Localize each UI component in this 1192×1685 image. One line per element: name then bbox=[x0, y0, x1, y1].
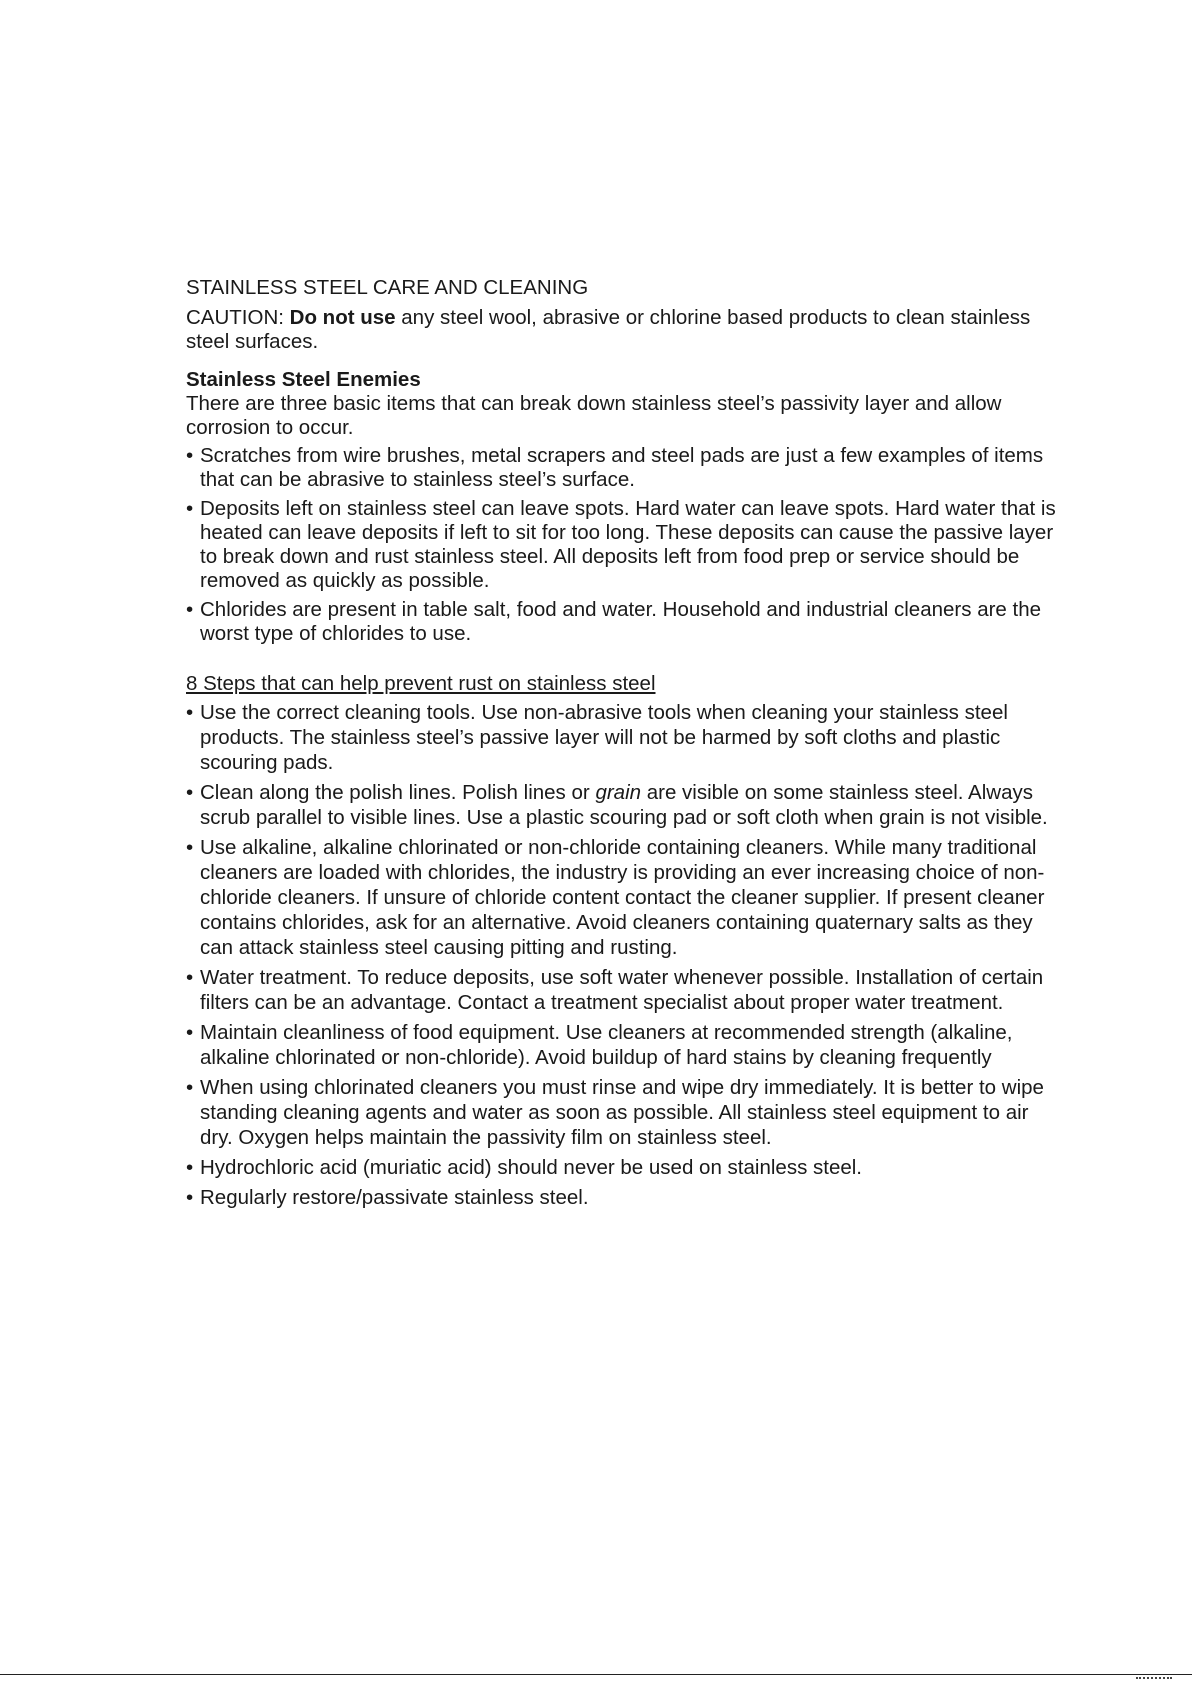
steps-list-item: • Regularly restore/passivate stainless steel. bbox=[186, 1185, 1066, 1210]
steps-list bbox=[186, 700, 1066, 1210]
enemies-list bbox=[186, 444, 1066, 646]
corner-mark bbox=[1136, 1677, 1172, 1683]
enemies-list-item: • Scratches from wire brushes, metal scrapers and steel pads are just a few examples of items that can be abrasive to stainless steel’s surface. bbox=[186, 444, 1066, 492]
caution-text: any steel wool, abrasive or chlorine based products to clean stainless steel surfaces. bbox=[186, 306, 1031, 353]
enemies-list-item: • Chlorides are present in table salt, food and water. Household and industrial cleaners are the worst type of chlorides to use. bbox=[186, 598, 1066, 646]
document-page bbox=[186, 276, 1066, 1215]
steps-list-item: • Use the correct cleaning tools. Use non-abrasive tools when cleaning your stainless steel products. The stainless steel’s passive layer will not be harmed by soft cloths and plastic scouring pads. bbox=[186, 700, 1066, 775]
enemies-heading: Stainless Steel Enemies bbox=[186, 368, 421, 391]
page-title: STAINLESS STEEL CARE AND CLEANING bbox=[186, 276, 589, 299]
steps-heading: 8 Steps that can help prevent rust on stainless steel bbox=[186, 672, 656, 695]
steps-list-item: • Use alkaline, alkaline chlorinated or non-chloride containing cleaners. While many traditional cleaners are loaded with chlorides, the industry is providing an ever increasing choice of non-chloride cleaners. If unsure of chloride content contact the cleaner supplier. If present cleaner contains chlorides, ask for an alternative. Avoid cleaners containing quaternary salts as they can attack stainless steel causing pitting and rusting. bbox=[186, 835, 1066, 960]
enemies-intro: There are three basic items that can break down stainless steel’s passivity layer and allow corrosion to occur. bbox=[186, 392, 1002, 439]
steps-list-item: • Water treatment. To reduce deposits, use soft water whenever possible. Installation of certain filters can be an advantage. Contact a treatment specialist about proper water treatment. bbox=[186, 965, 1066, 1015]
step-text-pre: Clean along the polish lines. Polish lines or bbox=[200, 781, 596, 804]
step-text-italic: grain bbox=[595, 781, 642, 804]
steps-list-item: • When using chlorinated cleaners you must rinse and wipe dry immediately. It is better to wipe standing cleaning agents and water as soon as possible. All stainless steel equipment to air dry. Oxygen helps maintain the passivity film on stainless steel. bbox=[186, 1075, 1066, 1150]
steps-list-item: • Hydrochloric acid (muriatic acid) should never be used on stainless steel. bbox=[186, 1155, 1066, 1180]
steps-list-item: • Maintain cleanliness of food equipment. Use cleaners at recommended strength (alkaline, alkaline chlorinated or non-chloride). Avoid buildup of hard stains by cleaning frequently bbox=[186, 1020, 1066, 1070]
caution-label: CAUTION: bbox=[186, 306, 284, 329]
caution-paragraph bbox=[186, 306, 1066, 354]
page-bottom-edge bbox=[0, 1674, 1192, 1685]
enemies-list-item: • Deposits left on stainless steel can leave spots. Hard water can leave spots. Hard water that is heated can leave deposits if left to sit for too long. These deposits can cause the passive layer to break down and rust stainless steel. All deposits left from food prep or service should be removed as quickly as possible. bbox=[186, 497, 1066, 593]
steps-list-item bbox=[186, 780, 1066, 830]
caution-emphasis: Do not use bbox=[289, 306, 396, 329]
step-text-post: are visible on some stainless steel. Always scrub parallel to visible lines. Use a plastic scouring pad or soft cloth when grain is not visible. bbox=[200, 781, 1048, 829]
